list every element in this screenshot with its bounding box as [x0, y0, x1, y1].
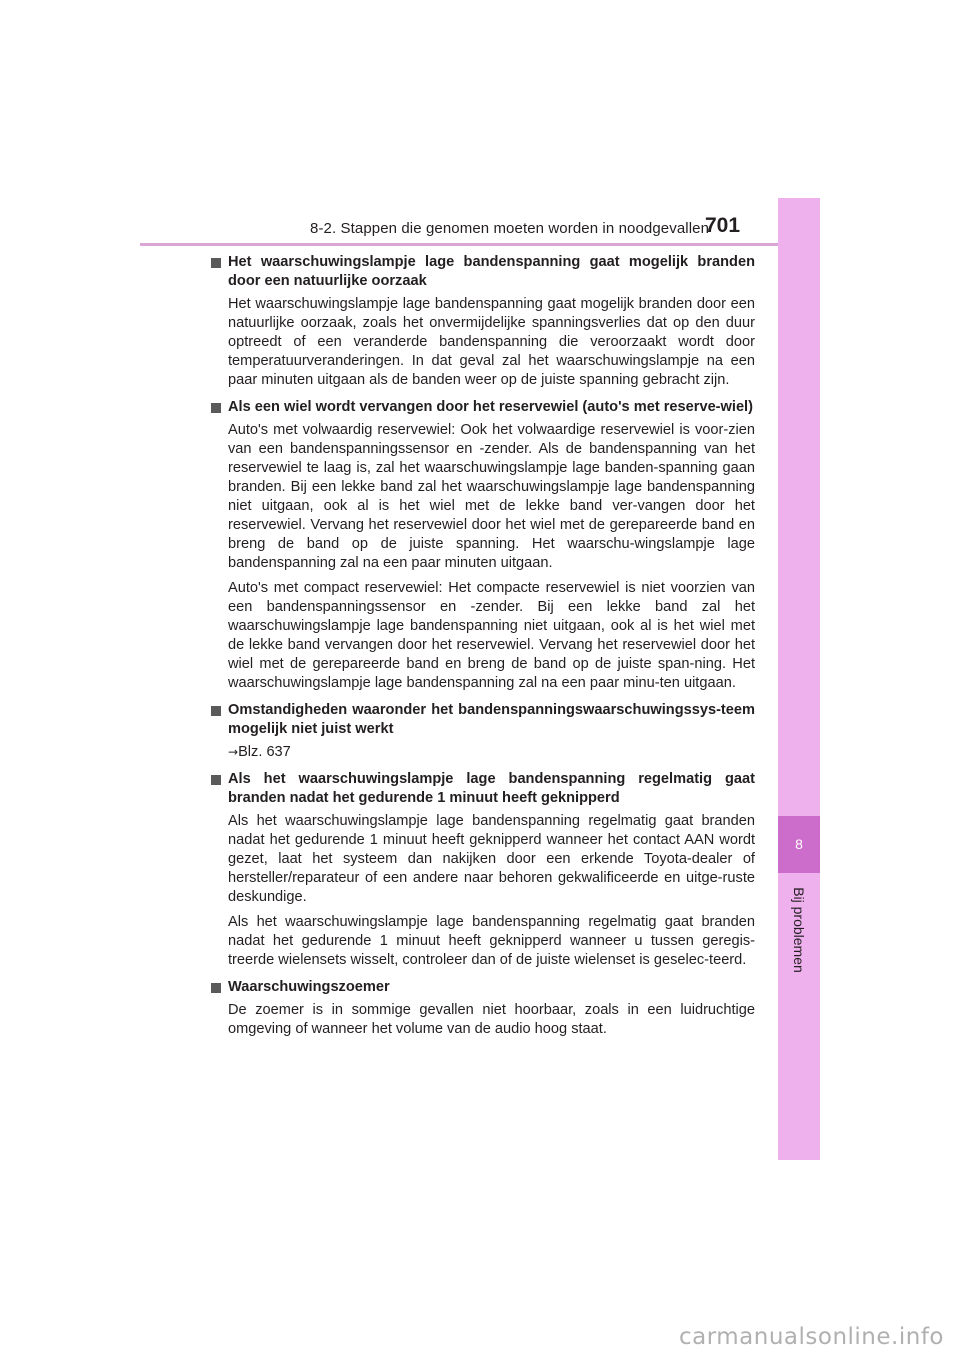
section-heading-text: Omstandigheden waaronder het bandenspanningswaarschuwingssys-teem mogelijk niet juist werkt [228, 702, 755, 737]
section-heading-text: Het waarschuwingslampje lage bandenspanning gaat mogelijk branden door een natuurlijke oorzaak [228, 254, 755, 289]
square-bullet-icon [211, 983, 221, 993]
square-bullet-icon [211, 775, 221, 785]
paragraph: Als het waarschuwingslampje lage bandenspanning regelmatig gaat branden nadat het gedurende 1 minuut heeft geknipperd wanneer het contact AAN wordt gezet, laat het systeem dan nakijken door een erkende Toyota-dealer of hersteller/reparateur of een andere naar behoren gekwalificeerde en uitge-ruste deskundige. [228, 813, 755, 905]
page-reference [210, 743, 755, 762]
paragraph: Als het waarschuwingslampje lage bandenspanning regelmatig gaat branden nadat het gedurende 1 minuut heeft geknipperd wanneer u tussen geregis-treerde wielensets wisselt, controleer dan of de juiste wielenset is geselec-teerd. [228, 914, 755, 968]
paragraph: Auto's met compact reservewiel: Het compacte reservewiel is niet voorzien van een bandenspanningssensor en -zender. Bij een lekke band zal het waarschuwingslampje lage bandenspanning niet uitgaan, ook al is het wiel met de lekke band vervangen door het reservewiel. Vervang het reservewiel door het wiel met de gerepareerde band en breng de band op de juiste span-ning. Het waarschuwingslampje lage bandenspanning zal na een paar minu-ten uitgaan. [228, 580, 755, 691]
main-content [210, 253, 755, 1047]
square-bullet-icon [211, 258, 221, 268]
arrow-right-icon: → [228, 745, 239, 759]
page-number: 701 [705, 214, 741, 237]
section-regular-lighting [210, 770, 755, 970]
section-malfunction-conditions [210, 701, 755, 762]
section-spare-wheel [210, 398, 755, 693]
section-heading [210, 398, 755, 417]
header-divider [140, 243, 818, 246]
section-heading [210, 253, 755, 291]
section-heading [210, 770, 755, 808]
section-heading [210, 978, 755, 997]
chapter-number-box: 8 [778, 816, 820, 873]
chapter-side-tab [778, 198, 820, 1160]
section-heading-text: Als het waarschuwingslampje lage bandenspanning regelmatig gaat branden nadat het gedurende 1 minuut heeft geknipperd [228, 771, 755, 806]
square-bullet-icon [211, 403, 221, 413]
paragraph: Het waarschuwingslampje lage bandenspanning gaat mogelijk branden door een natuurlijke oorzaak, zoals het onvermijdelijke spanningsverlies dat op den duur optreedt of een veranderde bandenspanning die veroorzaakt wordt door temperatuurveranderingen. In dat geval zal het waarschuwingslampje na een paar minuten uitgaan als de banden weer op de juiste spanning gebracht zijn. [228, 296, 755, 388]
chapter-label: Bij problemen [791, 887, 807, 973]
section-warning-buzzer [210, 978, 755, 1039]
section-heading [210, 701, 755, 739]
paragraph: Auto's met volwaardig reservewiel: Ook het volwaardige reservewiel is voor-zien van een bandenspanningssensor en -zender. Als de bandenspanning van het reservewiel te laag is, zal het waarschuwingslampje lage banden-spanning gaan branden. Bij een lekke band zal het waarschuwingslampje lage bandenspanning niet uitgaan, ook al is het wiel met de lekke band ver-vangen door het reservewiel. Vervang het reservewiel door het wiel met de gerepareerde band en breng de band op de juiste spanning. Het waarschu-wingslampje lage bandenspanning zal na een paar minuten uitgaan. [228, 422, 755, 571]
square-bullet-icon [211, 706, 221, 716]
running-header: 8-2. Stappen die genomen moeten worden in noodgevallen [310, 220, 710, 237]
watermark: carmanualsonline.info [678, 1324, 944, 1350]
paragraph: De zoemer is in sommige gevallen niet hoorbaar, zoals in een luidruchtige omgeving of wanneer het volume van de audio hoog staat. [228, 1002, 755, 1037]
page-reference-link[interactable]: Blz. 637 [238, 744, 291, 760]
section-natural-cause [210, 253, 755, 390]
section-heading-text: Waarschuwingszoemer [228, 979, 390, 995]
section-heading-text: Als een wiel wordt vervangen door het reservewiel (auto's met reserve-wiel) [228, 399, 753, 415]
